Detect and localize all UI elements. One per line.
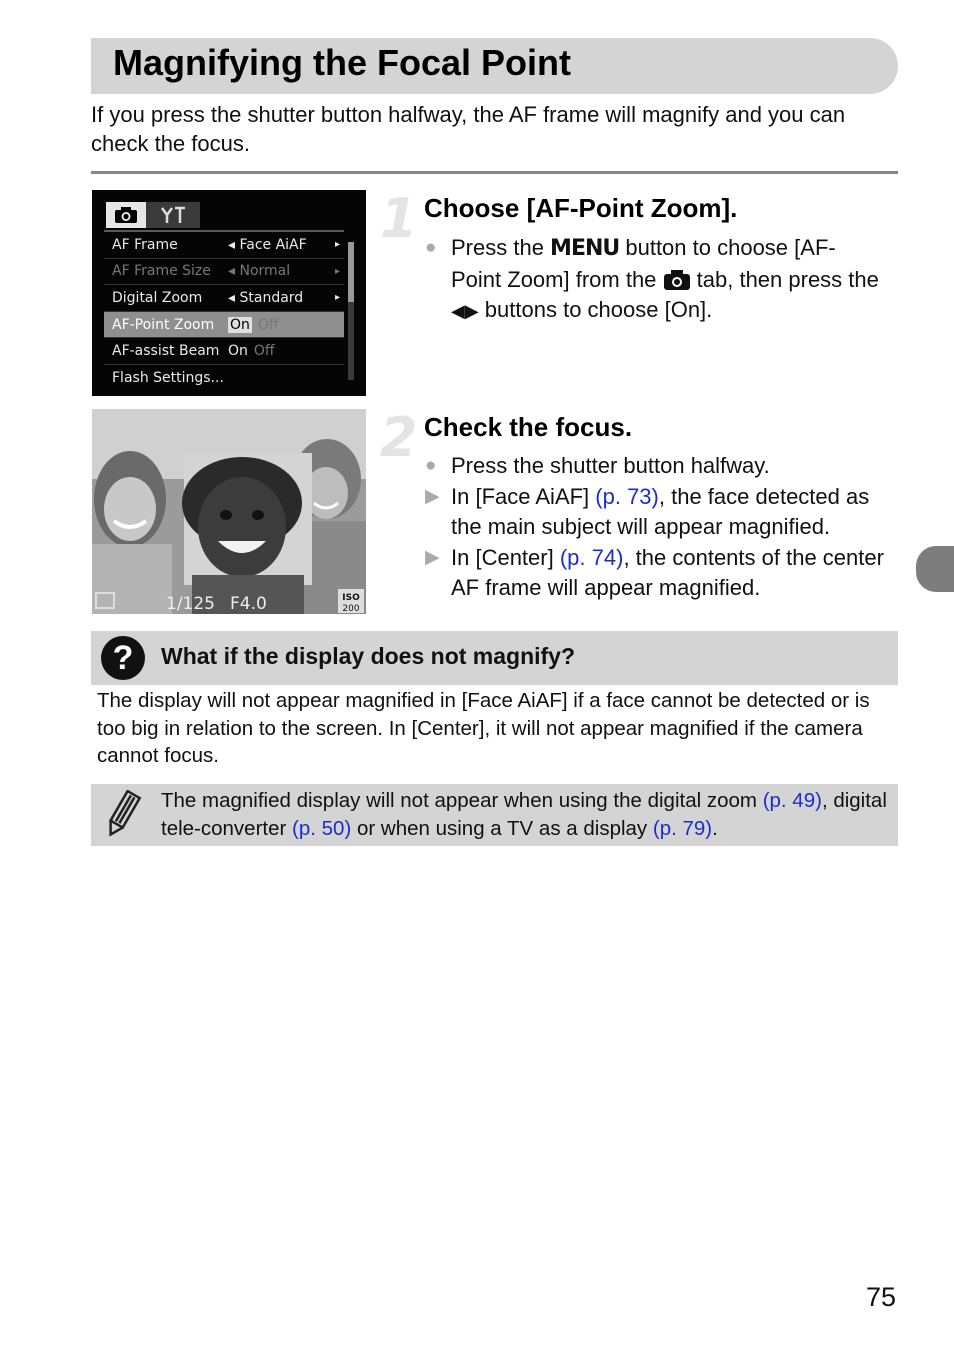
- camera-menu-screenshot: [92, 190, 366, 396]
- divider: [91, 171, 898, 174]
- menu-option-on: On: [230, 316, 250, 333]
- page-link[interactable]: (p. 50): [292, 816, 352, 840]
- text: Press the: [451, 235, 551, 260]
- text: , digital tele-converter: [161, 789, 887, 840]
- text: buttons to choose [On].: [478, 297, 713, 322]
- arrow-right-icon: ▸: [334, 292, 340, 304]
- page-link[interactable]: (p. 49): [762, 789, 822, 812]
- menu-row-label: AF-assist Beam: [112, 343, 220, 360]
- text: button to choose [AF-Point Zoom] from the: [451, 235, 836, 292]
- menu-row-label: AF-Point Zoom: [112, 316, 215, 333]
- text: The magnified display will not appear when using the digital zoom: [161, 789, 763, 812]
- pencil-icon: [101, 790, 145, 840]
- menu-row-flash-settings: [104, 365, 344, 391]
- menu-row-value: ◂ Face AiAF: [228, 236, 307, 253]
- text: or when using a TV as a display: [351, 816, 653, 840]
- bullet-dot-icon: ●: [425, 455, 437, 476]
- focus-photo: [92, 409, 366, 614]
- menu-row-label: AF Frame Size: [112, 263, 211, 280]
- list-item: [425, 451, 885, 482]
- list-item: [425, 543, 885, 604]
- text: .: [712, 816, 718, 840]
- menu-row-label: AF Frame: [112, 236, 178, 253]
- camera-tab-icon: [663, 268, 691, 288]
- menu-option-off: Off: [253, 343, 275, 360]
- text: , the contents of the center AF frame will appear magnified.: [451, 544, 884, 600]
- text: In [Center]: [451, 544, 560, 570]
- menu-option-on: On: [228, 343, 248, 360]
- menu-row-value: [228, 317, 279, 333]
- menu-row-af-assist-beam: [104, 338, 344, 365]
- menu-option-off: Off: [257, 316, 279, 333]
- menu-row-af-frame-size: [104, 259, 344, 286]
- list-item: [425, 482, 885, 543]
- menu-row-value: [228, 343, 275, 359]
- camera-icon: [106, 202, 146, 228]
- text: In [Face AiAF]: [451, 483, 596, 509]
- menu-list: [104, 230, 344, 391]
- step-number-2: 2: [380, 406, 418, 469]
- faq-heading: What if the display does not magnify?: [161, 643, 576, 669]
- question-icon: ?: [101, 636, 145, 680]
- note-text: [161, 787, 896, 842]
- page-link[interactable]: (p. 73): [595, 483, 659, 509]
- step-number-1: 1: [380, 187, 418, 250]
- menu-tabs: [106, 202, 200, 228]
- menu-value-text: Face AiAF: [239, 236, 307, 253]
- menu-value-text: Standard: [239, 289, 304, 306]
- left-right-buttons-icon: ◀▶: [451, 301, 479, 321]
- text: tab, then press the: [690, 266, 879, 292]
- chapter-tab: [916, 546, 954, 592]
- menu-row-digital-zoom: [104, 285, 344, 312]
- menu-row-af-frame: [104, 232, 344, 259]
- arrow-right-icon: ▸: [334, 239, 340, 251]
- result-arrow-icon: ▶: [425, 546, 440, 568]
- photo-iso-label: ISO: [342, 593, 360, 603]
- menu-row-af-point-zoom: [104, 312, 344, 339]
- page-link[interactable]: (p. 74): [559, 544, 624, 570]
- menu-value-text: Normal: [239, 263, 291, 280]
- bullet-dot-icon: ●: [425, 237, 437, 258]
- photo-iso-value: 200: [342, 604, 360, 614]
- photo-illustration: [92, 409, 366, 614]
- arrow-right-icon: ▸: [334, 265, 340, 277]
- menu-row-value: ◂ Normal: [228, 263, 291, 280]
- menu-row-label: Digital Zoom: [112, 289, 203, 306]
- step-2-heading: Check the focus.: [424, 412, 633, 442]
- photo-shutter-speed: 1/125: [166, 594, 215, 614]
- page-number: 75: [866, 1282, 897, 1312]
- menu-row-value: ◂ Standard: [228, 289, 304, 306]
- intro-paragraph: If you press the shutter button halfway, the AF frame will magnify and you can check the focus.: [91, 102, 846, 156]
- step-1-bullets: [425, 233, 885, 327]
- text: Press the shutter button halfway.: [451, 453, 770, 478]
- step-1-heading: Choose [AF-Point Zoom].: [424, 193, 738, 223]
- page-title: Magnifying the Focal Point: [113, 42, 571, 83]
- menu-scrollbar-thumb: [348, 242, 354, 302]
- settings-icon: [146, 202, 200, 228]
- faq-body: The display will not appear magnified in [Face AiAF] if a face cannot be detected or is too big in relation to the screen. In [Center], it will not appear magnified if the camera cannot focus.: [97, 689, 870, 767]
- list-item: [425, 233, 885, 327]
- step-2-bullets: [425, 451, 885, 604]
- menu-button-icon: MENU: [550, 236, 620, 261]
- menu-scrollbar: [348, 242, 354, 380]
- menu-row-label: Flash Settings...: [112, 369, 224, 386]
- photo-aperture: F4.0: [230, 594, 267, 614]
- text: , the face detected as the main subject will appear magnified.: [451, 483, 870, 539]
- page-link[interactable]: (p. 79): [652, 816, 713, 840]
- result-arrow-icon: ▶: [425, 485, 440, 507]
